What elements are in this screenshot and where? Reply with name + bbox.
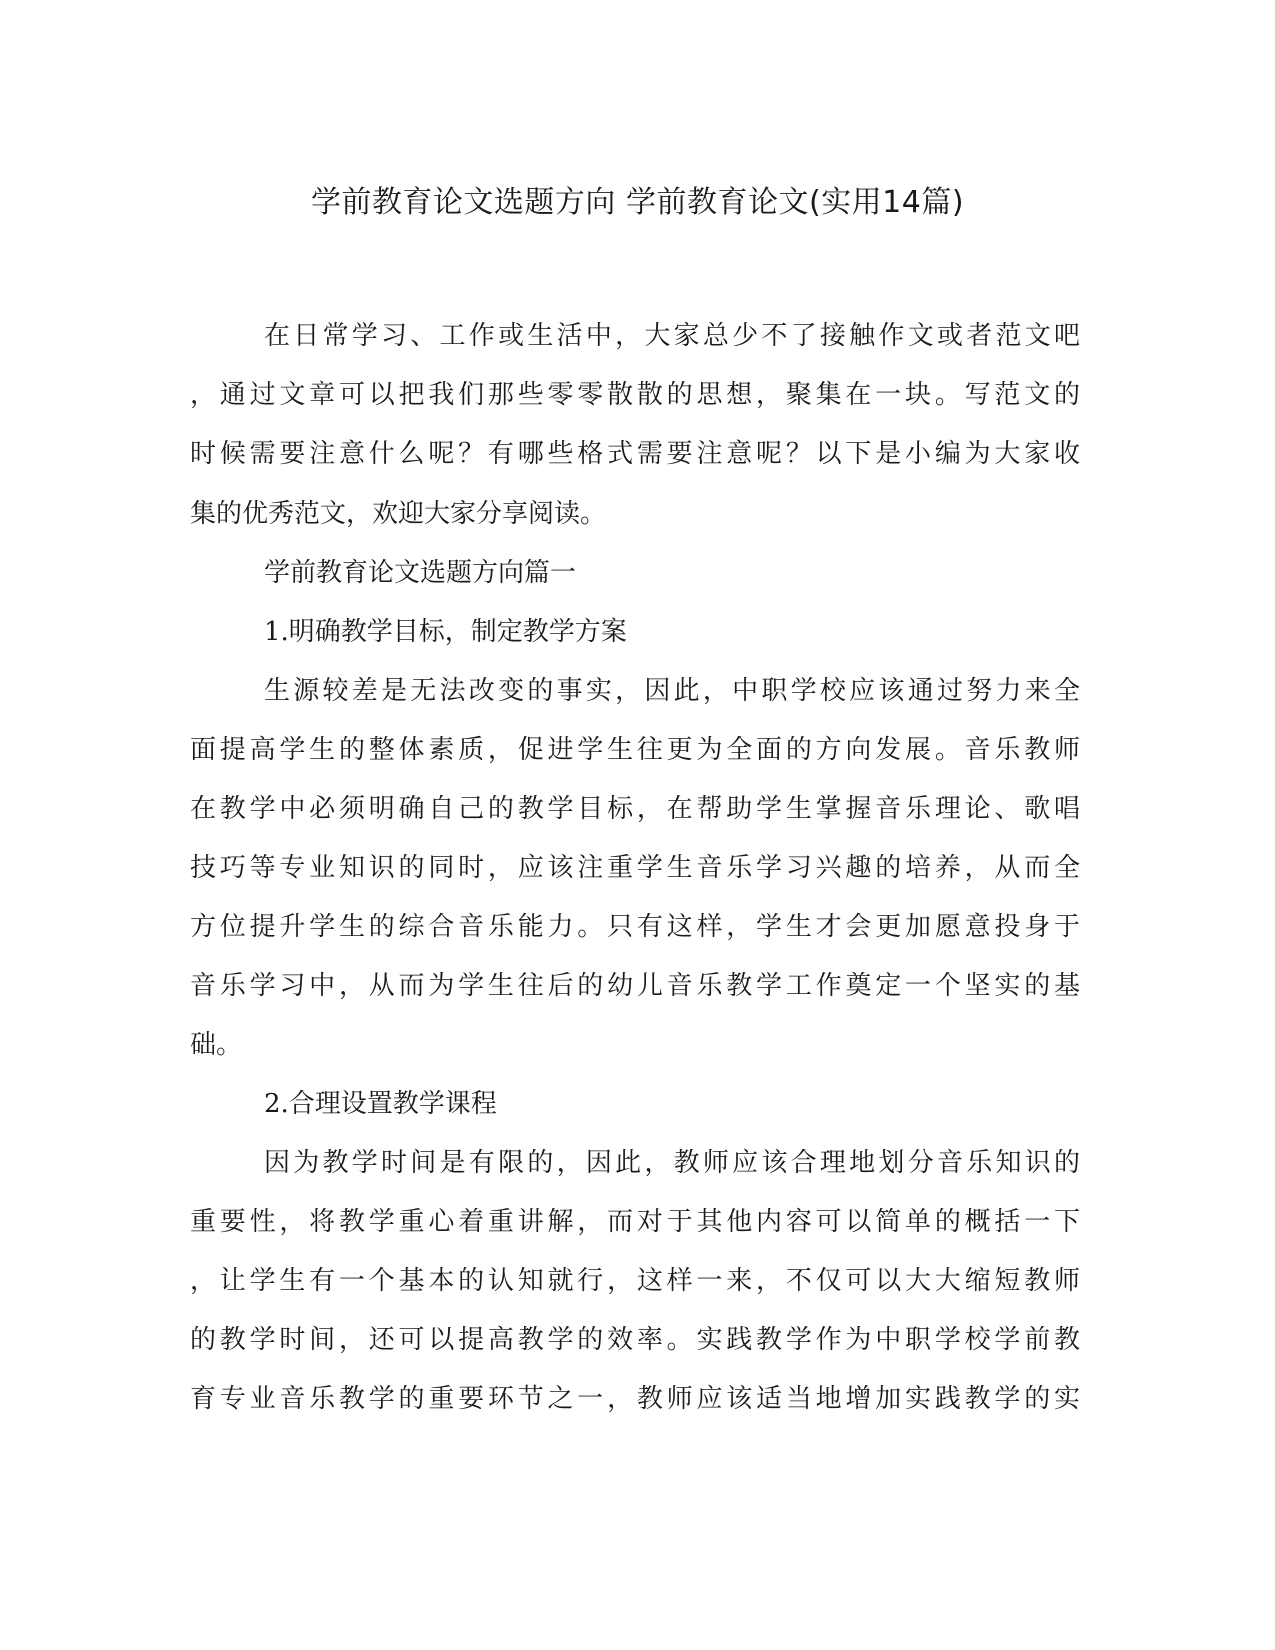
subsection-heading: 2.合理设置教学课程 xyxy=(264,1089,497,1119)
paragraph-line: 集的优秀范文，欢迎大家分享阅读。 xyxy=(190,499,607,529)
paragraph-line: 方位提升学生的综合音乐能力。只有这样，学生才会更加愿意投身于 xyxy=(190,912,1080,942)
section-heading: 学前教育论文选题方向篇一 xyxy=(264,558,577,588)
paragraph-line: 础。 xyxy=(190,1030,243,1060)
paragraph-line: 技巧等专业知识的同时，应该注重学生音乐学习兴趣的培养，从而全 xyxy=(190,853,1080,883)
paragraph-line: 面提高学生的整体素质，促进学生往更为全面的方向发展。音乐教师 xyxy=(190,735,1080,765)
paragraph-line: 因为教学时间是有限的，因此，教师应该合理地划分音乐知识的 xyxy=(264,1148,1080,1178)
paragraph-line: 的教学时间，还可以提高教学的效率。实践教学作为中职学校学前教 xyxy=(190,1325,1080,1355)
subsection-heading: 1.明确教学目标，制定教学方案 xyxy=(264,617,627,647)
paragraph-line: ，通过文章可以把我们那些零零散散的思想，聚集在一块。写范文的 xyxy=(190,380,1080,410)
document-title: 学前教育论文选题方向 学前教育论文(实用14篇) xyxy=(310,185,965,220)
paragraph-line: 音乐学习中，从而为学生往后的幼儿音乐教学工作奠定一个坚实的基 xyxy=(190,971,1080,1001)
paragraph-line: 生源较差是无法改变的事实，因此，中职学校应该通过努力来全 xyxy=(264,676,1080,706)
paragraph-line: 在日常学习、工作或生活中，大家总少不了接触作文或者范文吧 xyxy=(264,321,1080,351)
paragraph-line: 育专业音乐教学的重要环节之一，教师应该适当地增加实践教学的实 xyxy=(190,1384,1080,1414)
paragraph-line: ，让学生有一个基本的认知就行，这样一来，不仅可以大大缩短教师 xyxy=(190,1266,1080,1296)
paragraph-line: 时候需要注意什么呢？有哪些格式需要注意呢？以下是小编为大家收 xyxy=(190,439,1080,469)
paragraph-line: 重要性，将教学重心着重讲解，而对于其他内容可以简单的概括一下 xyxy=(190,1207,1080,1237)
paragraph-line: 在教学中必须明确自己的教学目标，在帮助学生掌握音乐理论、歌唱 xyxy=(190,794,1080,824)
